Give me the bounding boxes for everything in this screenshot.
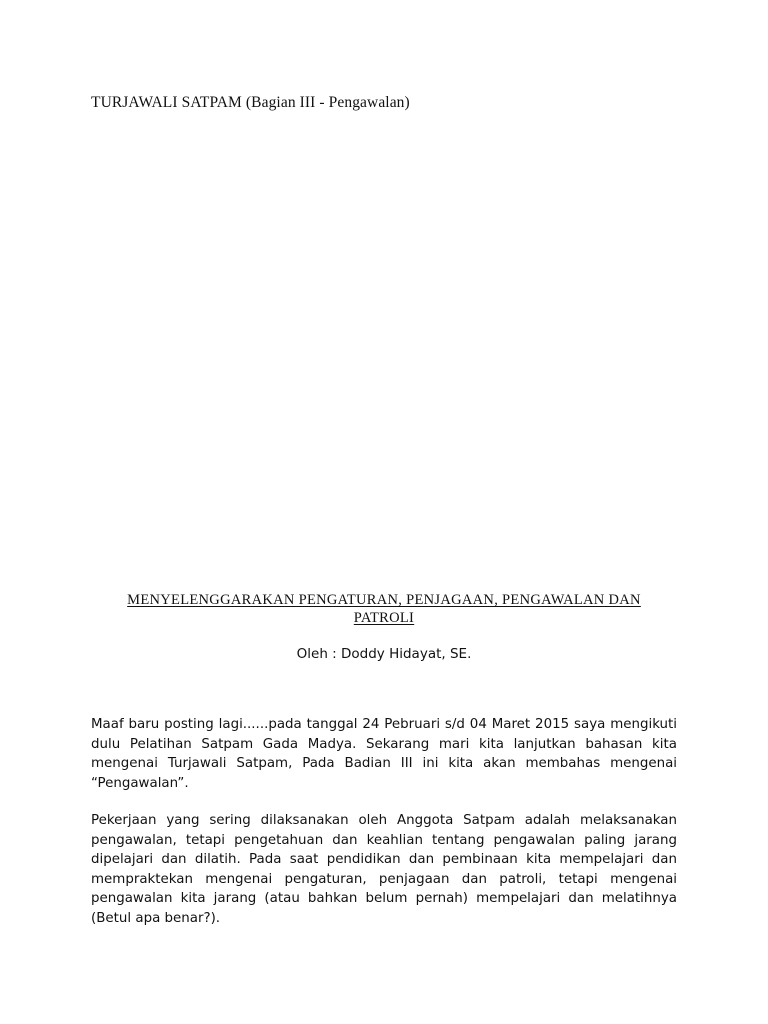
paragraph-body: Pekerjaan yang sering dilaksanakan oleh Anggota Satpam adalah melaksanakan pengawalan, tetapi pengetahuan dan keahlian tentang pengawalan paling jarang dipelajari dan dilatih. Pada saat pendidikan dan pembinaan kita mempelajari dan mempraktekan mengenai pengaturan, penjagaan dan patroli, tetapi mengenai pengawalan kita jarang (atau bahkan belum pernah) mempelajari dan melatihnya (Betul apa benar?). xyxy=(91,813,677,926)
paragraph-intro: Maaf baru posting lagi......pada tanggal 24 Pebruari s/d 04 Maret 2015 saya mengikuti dulu Pelatihan Satpam Gada Madya. Sekarang mari kita lanjutkan bahasan kita mengenai Turjawali Satpam, Pada Badian III ini kita akan membahas mengenai “Pengawalan”. xyxy=(91,717,677,791)
author-line: Oleh : Doddy Hidayat, SE. xyxy=(296,646,472,662)
section-heading-line-1: MENYELENGGARAKAN PENGATURAN, PENJAGAAN, PENGAWALAN DAN xyxy=(127,592,641,608)
document-title: TURJAWALI SATPAM (Bagian III - Pengawalan) xyxy=(91,94,410,111)
section-heading xyxy=(91,592,677,627)
section-heading-line-2: PATROLI xyxy=(353,609,415,626)
